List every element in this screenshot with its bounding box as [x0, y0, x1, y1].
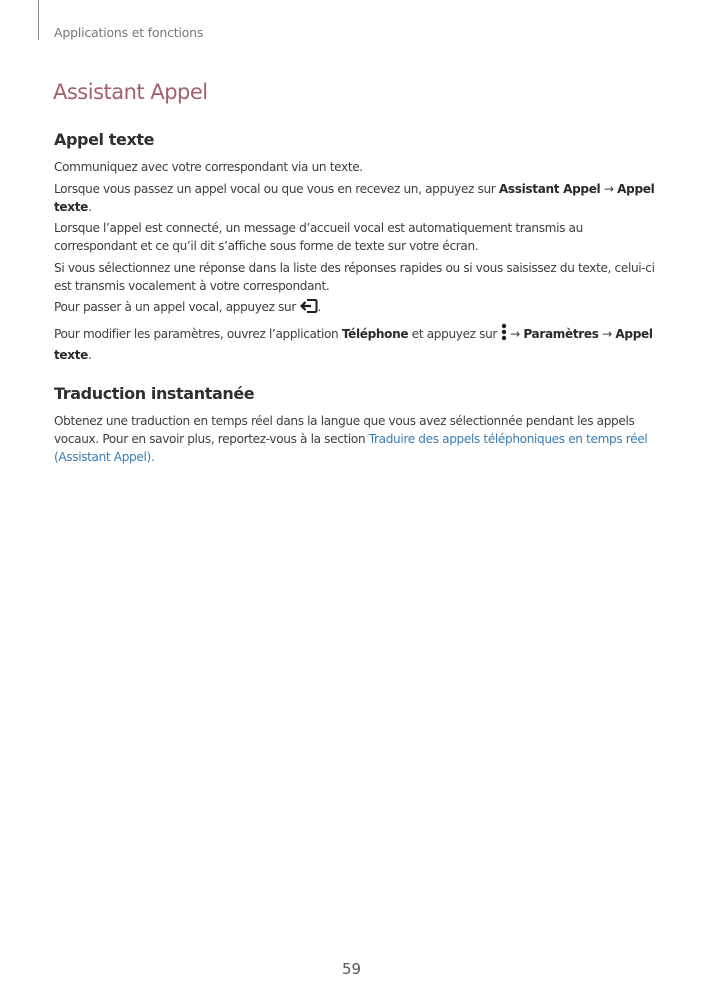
text: Pour passer à un appel vocal, appuyez sur: [54, 300, 300, 314]
paragraph: [54, 323, 664, 364]
content: [54, 130, 664, 469]
page-number: 59: [341, 960, 362, 978]
ui-term: Téléphone: [341, 326, 409, 341]
margin-rule: [38, 0, 39, 40]
text: et appuyez sur: [408, 326, 501, 341]
text: .: [88, 347, 92, 362]
section-heading-appel-texte: Appel texte: [54, 130, 155, 149]
ui-term: Appel texte: [54, 181, 655, 214]
ui-term: Appel texte: [54, 326, 653, 362]
switch-to-voice-call-icon: [300, 298, 318, 319]
ui-term: Assistant Appel: [498, 181, 601, 196]
text: Lorsque vous passez un appel vocal ou que vous en recevez un, appuyez sur: [54, 181, 499, 196]
arrow: →: [598, 326, 616, 341]
text: .: [150, 449, 155, 464]
text: Obtenez une traduction en temps réel dans la langue que vous avez sélectionnée pendant les appels vocaux. Pour en savoir plus, reportez-vous à la section: [54, 413, 635, 446]
paragraph: Communiquez avec votre correspondant via un texte.: [54, 160, 363, 174]
page-title: Assistant Appel: [53, 80, 208, 104]
paragraph: [54, 298, 664, 319]
cross-reference-link[interactable]: Traduire des appels téléphoniques en temps réel (Assistant Appel): [54, 431, 648, 464]
paragraph: Si vous sélectionnez une réponse dans la liste des réponses rapides ou si vous saisissez du texte, celui-ci est transmis vocalement à votre correspondant.: [54, 260, 655, 293]
text: Pour modifier les paramètres, ouvrez l’application: [54, 326, 342, 341]
paragraph: [54, 180, 664, 216]
section-heading-traduction: Traduction instantanée: [54, 383, 255, 403]
paragraph: [54, 412, 664, 466]
arrow: →: [506, 326, 524, 341]
arrow: →: [600, 181, 618, 196]
ui-term: Paramètres: [523, 326, 599, 341]
running-header: Applications et fonctions: [54, 25, 204, 40]
text: .: [88, 199, 92, 214]
paragraph: Lorsque l’appel est connecté, un message d’accueil vocal est automatiquement transmis au correspondant et ce qu’il dit s’affiche sous forme de texte sur votre écran.: [54, 221, 583, 253]
text: .: [317, 300, 321, 314]
